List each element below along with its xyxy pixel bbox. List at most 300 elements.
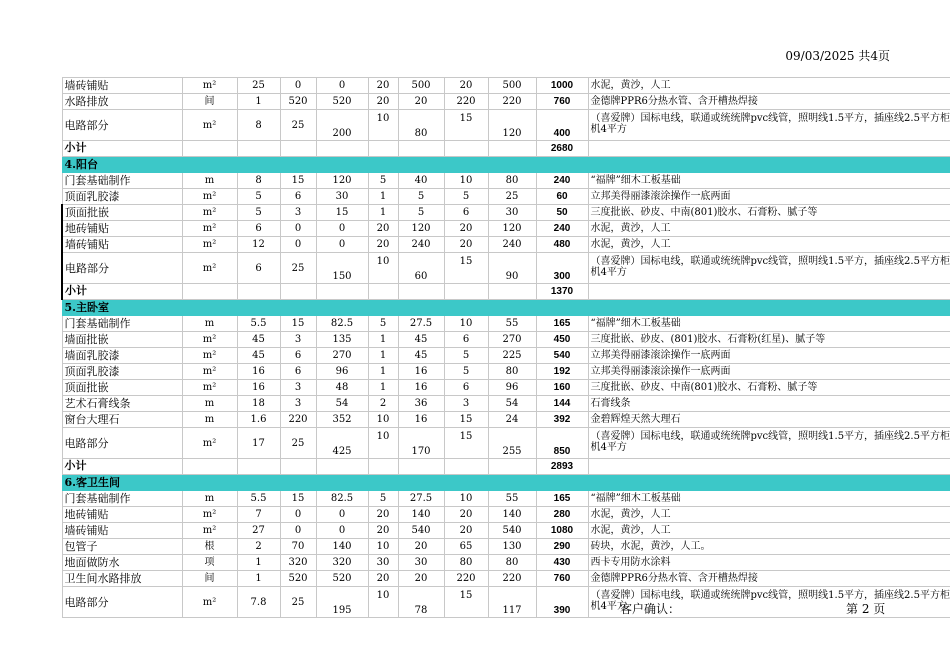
empty-cell — [588, 284, 950, 300]
value-cell: 25 — [280, 587, 316, 618]
value-cell: 20 — [368, 523, 398, 539]
value-cell: 130 — [488, 539, 536, 555]
value-cell: 320 — [316, 555, 368, 571]
total-cell: 760 — [536, 571, 588, 587]
value-cell: 20 — [398, 539, 444, 555]
value-cell: 320 — [280, 555, 316, 571]
value-cell: 0 — [280, 237, 316, 253]
item-name: 顶面乳胶漆 — [62, 189, 182, 205]
value-cell: 220 — [444, 571, 488, 587]
value-cell: 0 — [280, 523, 316, 539]
unit-cell: m² — [182, 253, 237, 284]
value-cell: 36 — [398, 396, 444, 412]
table-row — [62, 507, 950, 523]
value-cell: 1 — [368, 380, 398, 396]
total-cell: 300 — [536, 253, 588, 284]
description-cell: 金德牌PPR6分热水管、含开槽热焊接 — [588, 94, 950, 110]
value-cell: 20 — [368, 94, 398, 110]
empty-cell — [488, 459, 536, 475]
empty-cell — [588, 459, 950, 475]
value-cell: 15 — [444, 412, 488, 428]
item-name: 电路部分 — [62, 428, 182, 459]
value-cell: 20 — [444, 78, 488, 94]
value-cell: 82.5 — [316, 316, 368, 332]
table-row — [62, 94, 950, 110]
value-cell: 5 — [398, 205, 444, 221]
quantity-cell: 5.5 — [237, 491, 280, 507]
value-cell: 520 — [316, 94, 368, 110]
value-cell: 500 — [398, 78, 444, 94]
subtotal-row — [62, 284, 950, 300]
description-cell: 水泥，黄沙，人工 — [588, 237, 950, 253]
quantity-cell: 5.5 — [237, 316, 280, 332]
value-cell: 3 — [280, 205, 316, 221]
value-cell: 20 — [368, 571, 398, 587]
total-cell: 280 — [536, 507, 588, 523]
table-row — [62, 221, 950, 237]
unit-cell: m² — [182, 78, 237, 94]
value-cell: 352 — [316, 412, 368, 428]
value-cell: 80 — [488, 364, 536, 380]
value-cell: 80 — [488, 555, 536, 571]
value-cell: 10 — [368, 412, 398, 428]
empty-cell — [444, 459, 488, 475]
total-cell: 450 — [536, 332, 588, 348]
value-cell: 520 — [280, 571, 316, 587]
value-cell: 54 — [488, 396, 536, 412]
value-cell: 117 — [488, 587, 536, 618]
value-cell: 140 — [398, 507, 444, 523]
quantity-cell: 18 — [237, 396, 280, 412]
quantity-cell: 25 — [237, 78, 280, 94]
value-cell: 10 — [368, 539, 398, 555]
value-cell: 255 — [488, 428, 536, 459]
empty-cell — [280, 141, 316, 157]
item-name: 电路部分 — [62, 110, 182, 141]
value-cell: 425 — [316, 428, 368, 459]
value-cell: 25 — [280, 428, 316, 459]
description-cell: 立邦美得丽漆滚涂操作一底两面 — [588, 364, 950, 380]
value-cell: 20 — [444, 507, 488, 523]
value-cell: 500 — [488, 78, 536, 94]
item-name: 包管子 — [62, 539, 182, 555]
total-cell: 392 — [536, 412, 588, 428]
value-cell: 27.5 — [398, 491, 444, 507]
table-row — [62, 587, 950, 618]
value-cell: 0 — [316, 507, 368, 523]
value-cell: 10 — [444, 491, 488, 507]
header-date-pages: 09/03/2025 共4页 — [785, 49, 890, 63]
value-cell: 120 — [488, 110, 536, 141]
value-cell: 3 — [280, 396, 316, 412]
value-cell: 16 — [398, 380, 444, 396]
unit-cell: m — [182, 491, 237, 507]
empty-cell — [182, 141, 237, 157]
empty-cell — [398, 284, 444, 300]
empty-cell — [368, 141, 398, 157]
value-cell: 82.5 — [316, 491, 368, 507]
value-cell: 1 — [368, 189, 398, 205]
description-cell: 水泥，黄沙，人工 — [588, 221, 950, 237]
value-cell: 2 — [368, 396, 398, 412]
empty-cell — [588, 141, 950, 157]
unit-cell: m² — [182, 189, 237, 205]
description-cell: 西卡专用防水涂料 — [588, 555, 950, 571]
empty-cell — [368, 284, 398, 300]
quantity-cell: 7 — [237, 507, 280, 523]
subtotal-label: 小计 — [62, 141, 182, 157]
value-cell: 10 — [368, 110, 398, 141]
empty-cell — [488, 141, 536, 157]
value-cell: 5 — [444, 189, 488, 205]
value-cell: 5 — [398, 189, 444, 205]
value-cell: 520 — [280, 94, 316, 110]
total-cell: 192 — [536, 364, 588, 380]
value-cell: 540 — [398, 523, 444, 539]
unit-cell: m — [182, 316, 237, 332]
value-cell: 15 — [444, 110, 488, 141]
table-row — [62, 428, 950, 459]
quantity-cell: 6 — [237, 253, 280, 284]
description-cell: “福牌”细木工板基础 — [588, 316, 950, 332]
section-row — [62, 475, 950, 491]
table-row — [62, 539, 950, 555]
item-name: 地砖铺贴 — [62, 507, 182, 523]
item-name: 卫生间水路排放 — [62, 571, 182, 587]
total-cell: 1080 — [536, 523, 588, 539]
value-cell: 15 — [316, 205, 368, 221]
value-cell: 6 — [444, 332, 488, 348]
value-cell: 30 — [316, 189, 368, 205]
empty-cell — [444, 141, 488, 157]
value-cell: 70 — [280, 539, 316, 555]
unit-cell: m² — [182, 364, 237, 380]
unit-cell: 根 — [182, 539, 237, 555]
quantity-cell: 12 — [237, 237, 280, 253]
total-cell: 165 — [536, 491, 588, 507]
item-name: 墙砖铺贴 — [62, 237, 182, 253]
empty-cell — [280, 284, 316, 300]
value-cell: 15 — [280, 491, 316, 507]
quantity-cell: 1 — [237, 571, 280, 587]
empty-cell — [316, 459, 368, 475]
table-row — [62, 412, 950, 428]
subtotal-label: 小计 — [62, 459, 182, 475]
value-cell: 20 — [368, 78, 398, 94]
unit-cell: 间 — [182, 94, 237, 110]
quantity-cell: 17 — [237, 428, 280, 459]
value-cell: 45 — [398, 348, 444, 364]
description-cell: 三度批嵌、砂皮、(801)胶水、石膏粉(红星)、腻子等 — [588, 332, 950, 348]
value-cell: 15 — [280, 316, 316, 332]
value-cell: 0 — [280, 78, 316, 94]
table-row — [62, 348, 950, 364]
total-cell: 50 — [536, 205, 588, 221]
value-cell: 25 — [488, 189, 536, 205]
value-cell: 27.5 — [398, 316, 444, 332]
page-number: 第 2 页 — [846, 602, 886, 616]
description-cell: 三度批嵌、砂皮、中南(801)胶水、石膏粉、腻子等 — [588, 380, 950, 396]
description-cell: “福牌”细木工板基础 — [588, 491, 950, 507]
value-cell: 55 — [488, 491, 536, 507]
value-cell: 10 — [368, 428, 398, 459]
value-cell: 24 — [488, 412, 536, 428]
unit-cell: m — [182, 412, 237, 428]
value-cell: 0 — [280, 507, 316, 523]
table-row — [62, 253, 950, 284]
table-row — [62, 380, 950, 396]
value-cell: 0 — [316, 221, 368, 237]
value-cell: 15 — [444, 587, 488, 618]
empty-cell — [444, 284, 488, 300]
total-cell: 60 — [536, 189, 588, 205]
value-cell: 0 — [316, 237, 368, 253]
item-name: 门套基础制作 — [62, 316, 182, 332]
description-cell: 金碧辉煌天然大理石 — [588, 412, 950, 428]
value-cell: 520 — [316, 571, 368, 587]
section-row — [62, 300, 950, 316]
description-cell: 立邦美得丽漆滚涂操作一底两面 — [588, 189, 950, 205]
total-cell: 400 — [536, 110, 588, 141]
total-cell: 760 — [536, 94, 588, 110]
item-name: 窗台大理石 — [62, 412, 182, 428]
value-cell: 20 — [444, 221, 488, 237]
unit-cell: m² — [182, 587, 237, 618]
table-row — [62, 364, 950, 380]
total-cell: 480 — [536, 237, 588, 253]
value-cell: 270 — [488, 332, 536, 348]
unit-cell: m — [182, 173, 237, 189]
value-cell: 1 — [368, 364, 398, 380]
total-cell: 430 — [536, 555, 588, 571]
value-cell: 220 — [280, 412, 316, 428]
value-cell: 20 — [444, 237, 488, 253]
value-cell: 150 — [316, 253, 368, 284]
total-cell: 144 — [536, 396, 588, 412]
value-cell: 80 — [398, 110, 444, 141]
description-cell: （喜爱牌）国标电线，联通或统统牌pvc线管，照明线1.5平方，插座线2.5平方柜机4平方 — [588, 587, 950, 618]
description-cell: 金德牌PPR6分热水管、含开槽热焊接 — [588, 571, 950, 587]
table-row — [62, 110, 950, 141]
item-name: 地砖铺贴 — [62, 221, 182, 237]
description-cell: 水泥，黄沙，人工 — [588, 78, 950, 94]
value-cell: 5 — [368, 316, 398, 332]
unit-cell: m² — [182, 523, 237, 539]
empty-cell — [182, 459, 237, 475]
table-row — [62, 205, 950, 221]
unit-cell: 项 — [182, 555, 237, 571]
value-cell: 5 — [368, 491, 398, 507]
total-cell: 240 — [536, 173, 588, 189]
value-cell: 5 — [444, 348, 488, 364]
value-cell: 6 — [444, 380, 488, 396]
value-cell: 0 — [316, 523, 368, 539]
value-cell: 0 — [280, 221, 316, 237]
total-cell: 1000 — [536, 78, 588, 94]
value-cell: 1 — [368, 332, 398, 348]
section-row — [62, 157, 950, 173]
value-cell: 30 — [488, 205, 536, 221]
subtotal-value: 1370 — [536, 284, 588, 300]
unit-cell: m² — [182, 348, 237, 364]
table-row — [62, 571, 950, 587]
empty-cell — [398, 141, 444, 157]
item-name: 顶面批嵌 — [62, 380, 182, 396]
value-cell: 120 — [398, 221, 444, 237]
value-cell: 140 — [488, 507, 536, 523]
value-cell: 25 — [280, 253, 316, 284]
value-cell: 6 — [280, 364, 316, 380]
unit-cell: m — [182, 396, 237, 412]
unit-cell: m² — [182, 237, 237, 253]
empty-cell — [368, 459, 398, 475]
quantity-cell: 1 — [237, 555, 280, 571]
value-cell: 10 — [444, 316, 488, 332]
value-cell: 80 — [444, 555, 488, 571]
quantity-cell: 2 — [237, 539, 280, 555]
value-cell: 5 — [368, 173, 398, 189]
subtotal-label: 小计 — [62, 284, 182, 300]
value-cell: 20 — [398, 94, 444, 110]
unit-cell: m² — [182, 380, 237, 396]
value-cell: 3 — [280, 332, 316, 348]
table-row — [62, 491, 950, 507]
value-cell: 6 — [280, 189, 316, 205]
value-cell: 135 — [316, 332, 368, 348]
value-cell: 0 — [316, 78, 368, 94]
value-cell: 25 — [280, 110, 316, 141]
subtotal-value: 2680 — [536, 141, 588, 157]
value-cell: 540 — [488, 523, 536, 539]
value-cell: 30 — [398, 555, 444, 571]
unit-cell: m² — [182, 428, 237, 459]
table-row — [62, 396, 950, 412]
value-cell: 225 — [488, 348, 536, 364]
table-row — [62, 316, 950, 332]
empty-cell — [280, 459, 316, 475]
description-cell: 水泥，黄沙，人工 — [588, 523, 950, 539]
table-row — [62, 237, 950, 253]
quantity-cell: 45 — [237, 332, 280, 348]
value-cell: 65 — [444, 539, 488, 555]
item-name: 顶面批嵌 — [62, 205, 182, 221]
value-cell: 20 — [398, 571, 444, 587]
quantity-cell: 5 — [237, 205, 280, 221]
empty-cell — [316, 141, 368, 157]
value-cell: 195 — [316, 587, 368, 618]
value-cell: 5 — [444, 364, 488, 380]
value-cell: 170 — [398, 428, 444, 459]
value-cell: 6 — [444, 205, 488, 221]
total-cell: 160 — [536, 380, 588, 396]
quantity-cell: 6 — [237, 221, 280, 237]
value-cell: 20 — [444, 523, 488, 539]
quantity-cell: 1 — [237, 94, 280, 110]
description-cell: 立邦美得丽漆滚涂操作一底两面 — [588, 348, 950, 364]
value-cell: 15 — [444, 428, 488, 459]
item-name: 水路排放 — [62, 94, 182, 110]
total-cell: 540 — [536, 348, 588, 364]
description-cell: （喜爱牌）国标电线，联通或统统牌pvc线管，照明线1.5平方，插座线2.5平方柜机4平方 — [588, 253, 950, 284]
quantity-cell: 8 — [237, 110, 280, 141]
value-cell: 10 — [368, 587, 398, 618]
value-cell: 20 — [368, 237, 398, 253]
value-cell: 200 — [316, 110, 368, 141]
table-row — [62, 173, 950, 189]
total-cell: 850 — [536, 428, 588, 459]
item-name: 电路部分 — [62, 587, 182, 618]
subtotal-row — [62, 141, 950, 157]
value-cell: 220 — [488, 94, 536, 110]
description-cell: 石膏线条 — [588, 396, 950, 412]
quantity-cell: 45 — [237, 348, 280, 364]
value-cell: 10 — [368, 253, 398, 284]
section-title: 6.客卫生间 — [62, 475, 950, 491]
value-cell: 3 — [444, 396, 488, 412]
quantity-cell: 5 — [237, 189, 280, 205]
value-cell: 80 — [488, 173, 536, 189]
section-title: 5.主卧室 — [62, 300, 950, 316]
value-cell: 240 — [488, 237, 536, 253]
quantity-cell: 8 — [237, 173, 280, 189]
value-cell: 3 — [280, 380, 316, 396]
empty-cell — [237, 459, 280, 475]
empty-cell — [182, 284, 237, 300]
value-cell: 240 — [398, 237, 444, 253]
value-cell: 40 — [398, 173, 444, 189]
description-cell: 三度批嵌、砂皮、中南(801)胶水、石膏粉、腻子等 — [588, 205, 950, 221]
item-name: 墙砖铺贴 — [62, 78, 182, 94]
subtotal-value: 2893 — [536, 459, 588, 475]
value-cell: 220 — [488, 571, 536, 587]
value-cell: 78 — [398, 587, 444, 618]
description-cell: 砖块，水泥，黄沙，人工。 — [588, 539, 950, 555]
quantity-cell: 16 — [237, 364, 280, 380]
empty-cell — [237, 141, 280, 157]
item-name: 墙面批嵌 — [62, 332, 182, 348]
value-cell: 20 — [368, 221, 398, 237]
quotation-table — [61, 77, 950, 618]
customer-confirm-label: 客户确认： — [620, 602, 681, 616]
item-name: 地面做防水 — [62, 555, 182, 571]
value-cell: 96 — [316, 364, 368, 380]
empty-cell — [237, 284, 280, 300]
value-cell: 1 — [368, 205, 398, 221]
total-cell: 290 — [536, 539, 588, 555]
value-cell: 90 — [488, 253, 536, 284]
value-cell: 55 — [488, 316, 536, 332]
value-cell: 16 — [398, 412, 444, 428]
quantity-cell: 1.6 — [237, 412, 280, 428]
item-name: 墙砖铺贴 — [62, 523, 182, 539]
total-cell: 240 — [536, 221, 588, 237]
item-name: 顶面乳胶漆 — [62, 364, 182, 380]
quantity-cell: 27 — [237, 523, 280, 539]
item-name: 墙面乳胶漆 — [62, 348, 182, 364]
value-cell: 30 — [368, 555, 398, 571]
empty-cell — [316, 284, 368, 300]
unit-cell: m² — [182, 332, 237, 348]
value-cell: 220 — [444, 94, 488, 110]
description-cell: 水泥，黄沙，人工 — [588, 507, 950, 523]
quantity-cell: 16 — [237, 380, 280, 396]
item-name: 门套基础制作 — [62, 173, 182, 189]
subtotal-row — [62, 459, 950, 475]
table-row — [62, 78, 950, 94]
unit-cell: m² — [182, 110, 237, 141]
value-cell: 15 — [280, 173, 316, 189]
unit-cell: 间 — [182, 571, 237, 587]
